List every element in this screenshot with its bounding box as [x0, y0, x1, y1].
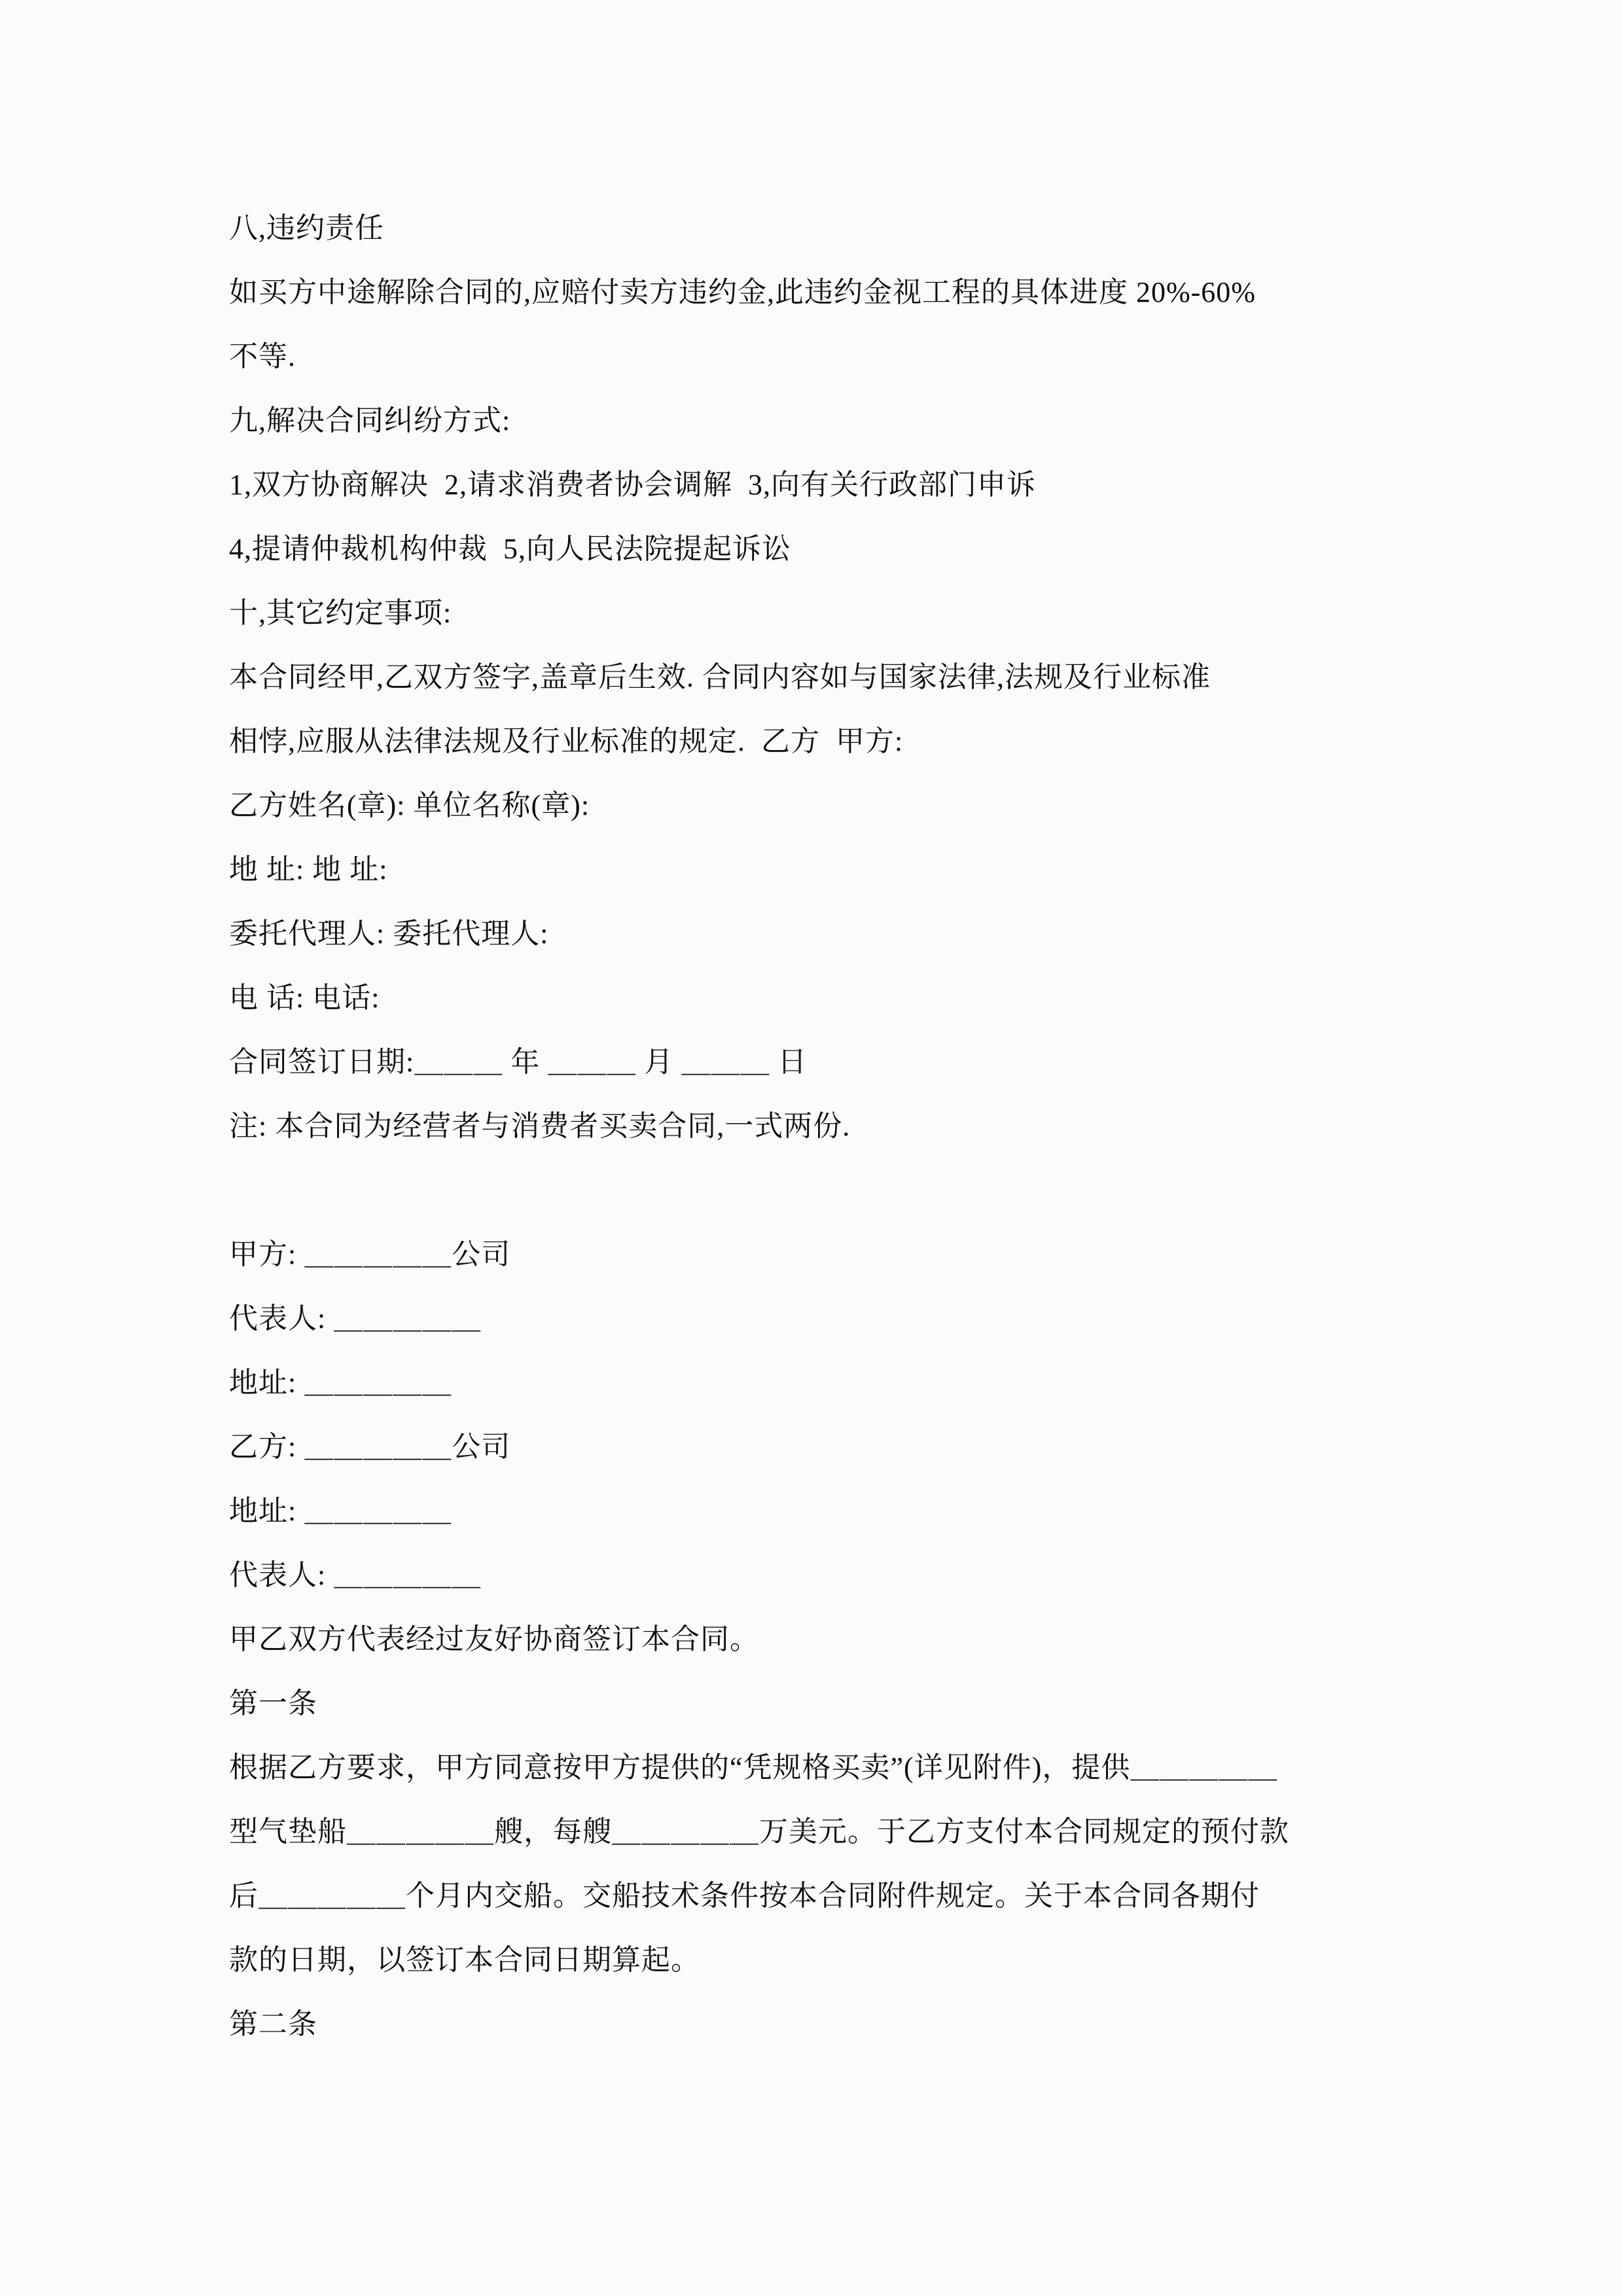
- contract-line-note: 注: 本合同为经营者与消费者买卖合同,一式两份.: [229, 1110, 851, 1142]
- contract-line-party-a: 甲方: ＿＿＿＿＿公司: [229, 1238, 511, 1270]
- contract-line-party-b: 乙方: ＿＿＿＿＿公司: [229, 1431, 511, 1463]
- contract-line: 十,其它约定事项:: [229, 597, 452, 629]
- contract-line: 八,违约责任: [229, 212, 384, 244]
- contract-line-address: 地址: ＿＿＿＿＿: [229, 1367, 452, 1399]
- contract-line: 不等.: [229, 340, 296, 372]
- contract-line-address: 地址: ＿＿＿＿＿: [229, 1495, 452, 1527]
- contract-line-article-2: 第二条: [229, 2008, 317, 2040]
- contract-line: 本合同经甲,乙双方签字,盖章后生效. 合同内容如与国家法律,法规及行业标准: [229, 661, 1211, 693]
- contract-line: 乙方姓名(章): 单位名称(章):: [229, 789, 590, 821]
- contract-line: 型气垫船＿＿＿＿＿艘，每艘＿＿＿＿＿万美元。于乙方支付本合同规定的预付款: [229, 1816, 1289, 1848]
- contract-line: 甲乙双方代表经过友好协商签订本合同。: [229, 1623, 759, 1655]
- contract-line-representative: 代表人: ＿＿＿＿＿: [229, 1302, 482, 1335]
- contract-line: 如买方中途解除合同的,应赔付卖方违约金,此违约金视工程的具体进度 20%-60%: [229, 276, 1256, 308]
- contract-line: 地 址: 地 址:: [229, 853, 388, 886]
- contract-line: 1,双方协商解决 2,请求消费者协会调解 3,向有关行政部门申诉: [229, 469, 1036, 501]
- contract-line: 4,提请仲裁机构仲裁 5,向人民法院提起诉讼: [229, 533, 791, 565]
- contract-line: 后＿＿＿＿＿个月内交船。交船技术条件按本合同附件规定。关于本合同各期付: [229, 1880, 1260, 1912]
- contract-line: 电 话: 电话:: [229, 982, 380, 1014]
- contract-line: 相悖,应服从法律法规及行业标准的规定. 乙方 甲方:: [229, 725, 904, 757]
- contract-line: 款的日期，以签订本合同日期算起。: [229, 1944, 700, 1976]
- contract-body-text: [229, 196, 1394, 2056]
- contract-line-article-1: 第一条: [229, 1687, 317, 1719]
- contract-line: 委托代理人: 委托代理人:: [229, 918, 549, 950]
- contract-line: 根据乙方要求，甲方同意按甲方提供的“凭规格买卖”(详见附件)，提供＿＿＿＿＿: [229, 1751, 1278, 1784]
- contract-line-signing-date: 合同签订日期:＿＿＿ 年 ＿＿＿ 月 ＿＿＿ 日: [229, 1046, 808, 1078]
- contract-line-representative: 代表人: ＿＿＿＿＿: [229, 1559, 482, 1591]
- contract-line: 九,解决合同纠纷方式:: [229, 404, 511, 437]
